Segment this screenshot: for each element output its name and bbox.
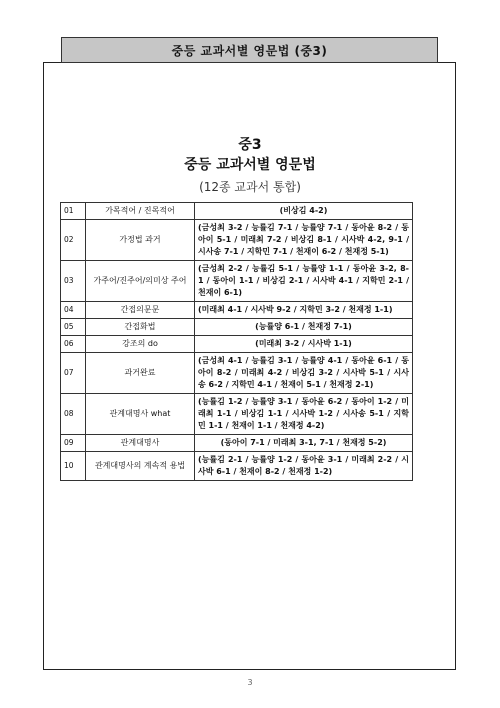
row-number: 04 [61,302,86,319]
table-row [61,435,413,452]
table-row [61,203,413,220]
title-main: 중등 교과서별 영문법 [184,157,316,173]
row-topic: 과거완료 [86,353,195,394]
table-row [61,220,413,261]
table-row [61,394,413,435]
frame-line-left [43,62,61,63]
toc-table [60,202,413,481]
row-number: 09 [61,435,86,452]
row-books: (비상김 4-2) [195,203,413,220]
row-number: 02 [61,220,86,261]
title-grade: 중3 [238,137,262,153]
row-books: (동아이 7-1 / 미래최 3-1, 7-1 / 천재정 5-2) [195,435,413,452]
row-topic: 관계대명사 [86,435,195,452]
row-number: 05 [61,319,86,336]
row-number: 01 [61,203,86,220]
row-books: (미래최 3-2 / 시사박 1-1) [195,336,413,353]
row-books: (금성최 3-2 / 능률김 7-1 / 능률양 7-1 / 동아윤 8-2 / 동아이 5-1 / 미래최 7-2 / 비상김 8-1 / 시사박 4-2, 9-1 / 시사송 7-1 / 지학민 7-1 / 천재이 6-2 / 천재정 5-1) [195,220,413,261]
page-header [61,37,438,63]
row-number: 07 [61,353,86,394]
row-number: 06 [61,336,86,353]
table-row [61,452,413,481]
row-books: (능률양 6-1 / 천재정 7-1) [195,319,413,336]
row-number: 08 [61,394,86,435]
row-topic: 강조의 do [86,336,195,353]
row-topic: 가주어/진주어/의미상 주어 [86,261,195,302]
row-number: 10 [61,452,86,481]
frame-line-right [438,62,456,63]
row-topic: 관계대명사 what [86,394,195,435]
row-topic: 간접화법 [86,319,195,336]
title-subtitle: (12종 교과서 통합) [199,180,301,194]
table-row [61,353,413,394]
row-books: (능률김 1-2 / 능률양 3-1 / 동아윤 6-2 / 동아이 1-2 / 미래최 1-1 / 비상김 1-1 / 시사박 1-2 / 시사송 5-1 / 지학민 1-1 / 천재이 1-1 / 천재정 4-2) [195,394,413,435]
row-number: 03 [61,261,86,302]
header-title: 중등 교과서별 영문법 (중3) [171,43,328,58]
row-books: (미래최 4-1 / 시사박 9-2 / 지학민 3-2 / 천재정 1-1) [195,302,413,319]
row-topic: 가정법 과거 [86,220,195,261]
table-row [61,319,413,336]
row-topic: 관계대명사의 계속적 용법 [86,452,195,481]
row-books: (금성최 4-1 / 능률김 3-1 / 능률양 4-1 / 동아윤 6-1 / 동아이 8-2 / 미래최 4-2 / 비상김 3-2 / 시사박 5-1 / 시사송 6-2 / 지학민 4-1 / 천재이 5-1 / 천재정 2-1) [195,353,413,394]
table-row [61,261,413,302]
row-topic: 간접의문문 [86,302,195,319]
row-books: (능률김 2-1 / 능률양 1-2 / 동아윤 3-1 / 미래최 2-2 / 시사박 6-1 / 천재이 8-2 / 천재정 1-2) [195,452,413,481]
table-row [61,336,413,353]
row-books: (금성최 2-2 / 능률김 5-1 / 능률양 1-1 / 동아윤 3-2, 8-1 / 동아이 1-1 / 비상김 2-1 / 시사박 4-1 / 지학민 2-1 / 천재이 6-1) [195,261,413,302]
page-number: 3 [247,678,253,687]
row-topic: 가목적어 / 진목적어 [86,203,195,220]
table-row [61,302,413,319]
